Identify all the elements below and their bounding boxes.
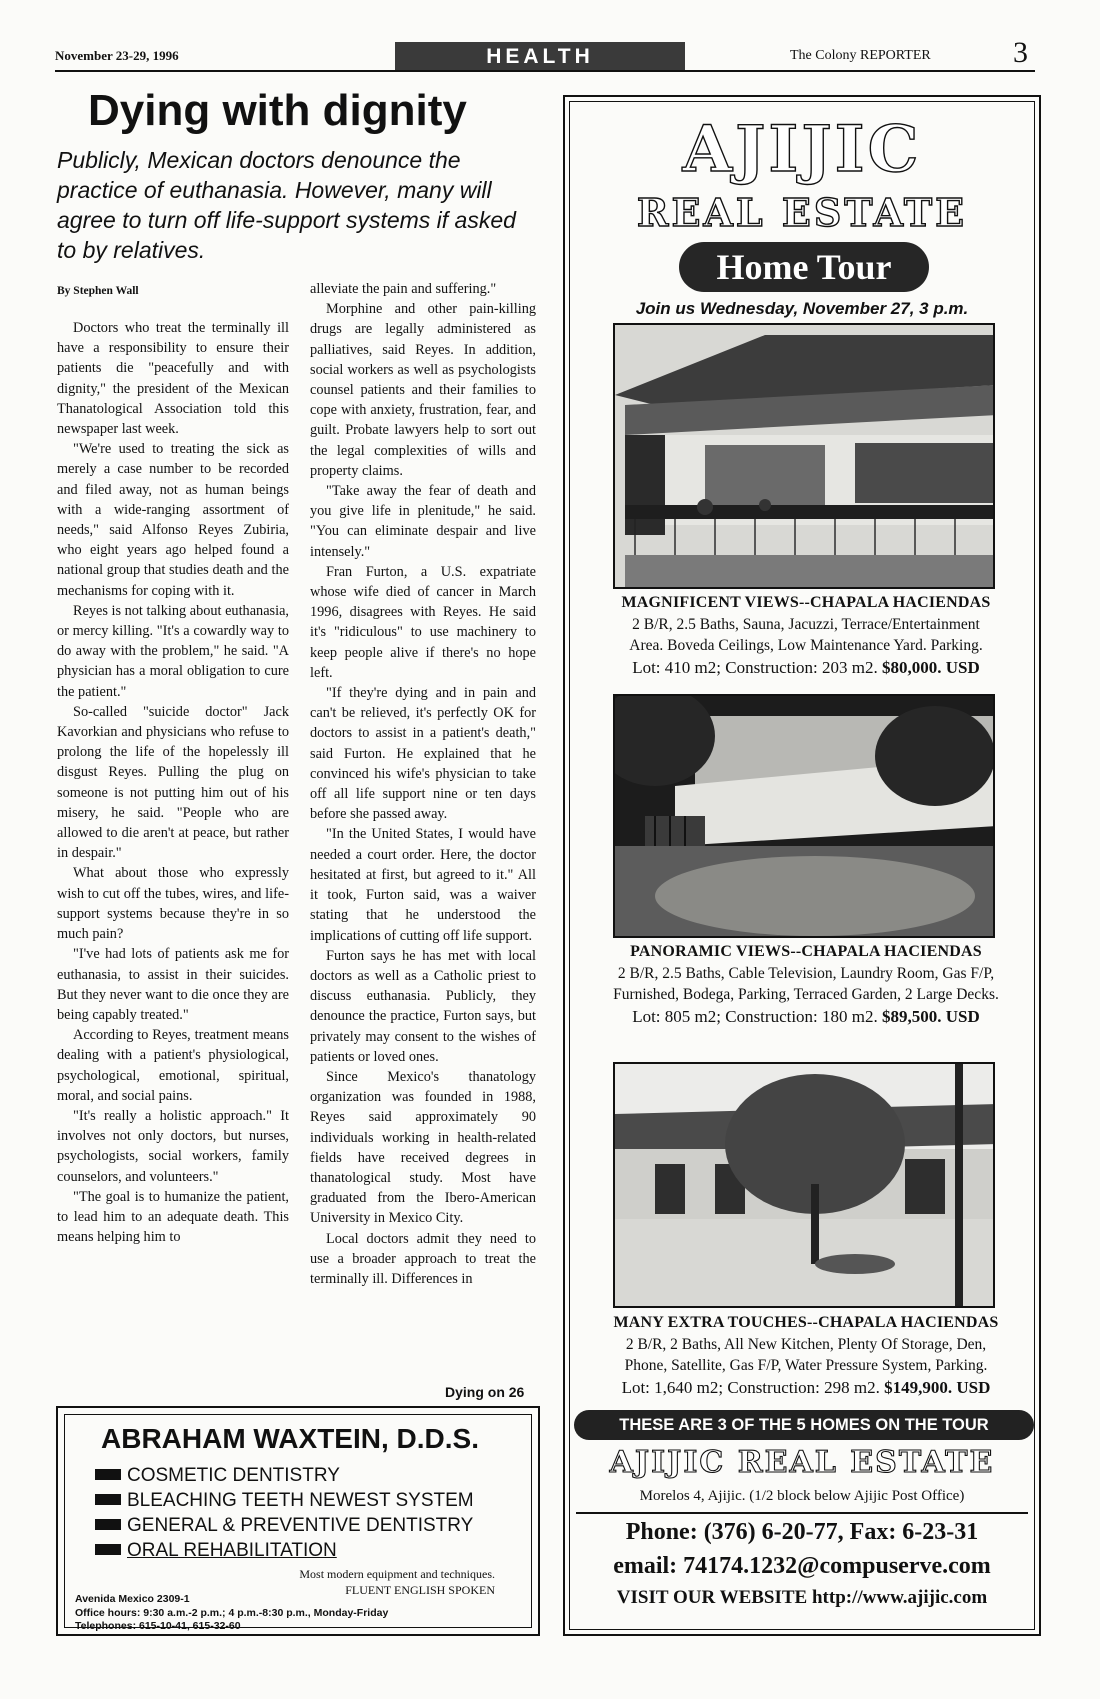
email-address: email: 74174.1232@compuserve.com — [613, 1553, 991, 1579]
service-item-label: ORAL REHABILITATION — [127, 1540, 337, 1561]
paragraph: Reyes is not talking about euthanasia, or mercy killing. "It's a cowardly way to do away with the problem," he said. "A physician has a moral obligation to cure the patient." — [57, 602, 289, 700]
dentist-address: Avenida Mexico 2309-1 — [75, 1593, 190, 1605]
contact-rule — [576, 1512, 1028, 1514]
ajijic-logo: AJIJIC — [682, 112, 922, 187]
paragraph: What about those who expressly wish to cut off the tubes, wires, and life-support systems because they're in so much pain? — [57, 865, 289, 943]
paragraph: "Take away the fear of death and you give life in plenitude," he said. "You can eliminate despair and live intensely." — [310, 483, 536, 560]
house-photo-2 — [613, 694, 995, 938]
paragraph: "I've had lots of patients ask me for euthanasia, to assist in their suicides. But they never want to die once they are being capably treated." — [57, 946, 289, 1023]
house-photo-3 — [613, 1062, 995, 1308]
website-link: VISIT OUR WEBSITE http://www.ajijic.com — [616, 1587, 988, 1608]
service-item — [95, 1538, 474, 1563]
listing-lot — [576, 1006, 1036, 1028]
paragraph: Morphine and other pain-killing drugs are legally administered as palliatives, said Reyes. In addition, social workers as well as psychologists counsel patients and their families to cope with anxiety, frustration, fear, and guilt. Probate lawyers help to sort out the legal complexities of wills and property claims. — [310, 301, 536, 479]
listing-lot-size: Lot: 805 m2; Construction: 180 m2. — [632, 1006, 878, 1026]
listing-lot — [576, 1377, 1036, 1399]
listing-lot — [576, 657, 1036, 679]
listing-title: MANY EXTRA TOUCHES--CHAPALA HACIENDAS — [613, 1314, 999, 1331]
dentist-note-equipment: Most modern equipment and techniques. — [299, 1567, 495, 1581]
dentist-name: ABRAHAM WAXTEIN, D.D.S. — [101, 1423, 479, 1454]
office-address: Morelos 4, Ajijic. (1/2 block below Ajijic Post Office) — [639, 1488, 965, 1504]
paragraph: According to Reyes, treatment means dealing with a patient's physiological, psychological, emotional, spiritual, moral, and social pains. — [57, 1027, 289, 1104]
paragraph: Doctors who treat the terminally ill have a responsibility to ensure their patients die "peacefully and with dignity," the president of the Mexican Thanatological Association told this newspaper last week. — [57, 320, 289, 438]
listing-title: PANORAMIC VIEWS--CHAPALA HACIENDAS — [630, 943, 982, 960]
listing-2 — [576, 941, 1036, 1027]
dentist-ad — [56, 1406, 540, 1636]
article-byline: By Stephen Wall — [57, 285, 139, 297]
listing-lot-size: Lot: 1,640 m2; Construction: 298 m2. — [621, 1377, 880, 1397]
paragraph: alleviate the pain and suffering." — [310, 281, 497, 297]
service-item: COSMETIC DENTISTRY — [95, 1463, 474, 1488]
article-column-1 — [57, 318, 289, 1247]
dentist-hours: Office hours: 9:30 a.m.-2 p.m.; 4 p.m.-8:30 p.m., Monday-Friday — [75, 1607, 389, 1619]
house-photo-2-image — [615, 696, 995, 938]
service-item: BLEACHING TEETH NEWEST SYSTEM — [95, 1488, 474, 1513]
real-estate-ad-inner-border — [569, 101, 1035, 1630]
header-rule — [55, 70, 1035, 72]
listing-title: MAGNIFICENT VIEWS--CHAPALA HACIENDAS — [621, 594, 991, 611]
listing-features: 2 B/R, 2 Baths, All New Kitchen, Plenty Of Storage, Den, — [625, 1335, 987, 1353]
house-photo-1-image — [615, 325, 995, 589]
paragraph: "If they're dying and in pain and can't be relieved, it's perfectly OK for doctors to assist in a patient's death," said Furton. He explained that he convinced his wife's physician to take off all life support nine or ten days before she passed away. — [310, 685, 536, 823]
dentist-note-english: FLUENT ENGLISH SPOKEN — [345, 1583, 495, 1597]
dentist-services — [95, 1463, 474, 1563]
listing-price: $89,500. USD — [882, 1006, 980, 1026]
page-number: 3 — [1013, 36, 1028, 69]
section-banner: HEALTH — [395, 42, 685, 72]
dentist-phones: Telephones: 615-10-41, 615-32-60 — [75, 1620, 241, 1632]
listing-3 — [576, 1312, 1036, 1398]
house-photo-3-image — [615, 1064, 995, 1308]
article-headline: Dying with dignity — [88, 86, 467, 135]
real-estate-logo: REAL ESTATE — [636, 190, 968, 235]
newspaper-name: The Colony REPORTER — [790, 48, 931, 63]
paragraph: Since Mexico's thanatology organization was founded in 1988, Reyes said approximately 90 individuals working in health-related fields have received degrees in thanatological study. Most have graduated from the Ibero-American University in Mexico City. — [310, 1068, 536, 1227]
listing-features: Area. Boveda Ceilings, Low Maintenance Yard. Parking. — [629, 637, 983, 654]
listing-price: $80,000. USD — [882, 657, 980, 677]
home-tour-banner: Home Tour — [679, 242, 929, 292]
dentist-ad-inner-border — [64, 1414, 532, 1632]
homes-on-tour-banner: THESE ARE 3 OF THE 5 HOMES ON THE TOUR — [574, 1410, 1034, 1440]
listing-features: 2 B/R, 2.5 Baths, Sauna, Jacuzzi, Terrace/Entertainment — [632, 615, 980, 633]
listing-lot-size: Lot: 410 m2; Construction: 203 m2. — [632, 657, 878, 677]
paragraph: Furton says he has met with local doctors as well as a Catholic priest to discuss euthanasia. Publicly, they denounce the practice, Furton says, but privately may consent to the wishes of patients or loved ones. — [310, 947, 536, 1065]
house-photo-1 — [613, 323, 995, 589]
article-deck: Publicly, Mexican doctors denounce the practice of euthanasia. However, many will agree to turn off life-support systems if asked to by relatives. — [57, 147, 516, 263]
phone-fax: Phone: (376) 6-20-77, Fax: 6-23-31 — [625, 1519, 979, 1545]
real-estate-ad — [563, 95, 1041, 1636]
paragraph: "We're used to treating the sick as merely a case number to be recorded and filed away, not as human beings with a wide-ranging assortment of needs," said Alfonso Reyes Zubiria, who eight years ago helped found a national group that studies death and the mechanisms for coping with it. — [57, 441, 289, 599]
listing-features: Phone, Satellite, Gas F/P, Water Pressure System, Parking. — [624, 1357, 988, 1374]
listing-features: 2 B/R, 2.5 Baths, Cable Television, Laundry Room, Gas F/P, — [617, 964, 995, 982]
listing-features: Furnished, Bodega, Parking, Terraced Garden, 2 Large Decks. — [613, 986, 999, 1003]
paragraph: "In the United States, I would have needed a court order. Here, the doctor hesitated at first, but agreed to it." All it took, Furton said, was a waiver stating that he understood the implications of cutting off life support. — [310, 826, 536, 944]
paragraph: "The goal is to humanize the patient, to lead him to an adequate death. This means helping him to — [57, 1188, 289, 1246]
tour-date-line: Join us Wednesday, November 27, 3 p.m. — [635, 299, 969, 318]
service-item: GENERAL & PREVENTIVE DENTISTRY — [95, 1513, 474, 1538]
footer-logo: AJIJIC REAL ESTATE — [609, 1445, 995, 1480]
paragraph: "It's really a holistic approach." It involves not only doctors, but nurses, psychologists, social workers, family counselors, and volunteers." — [57, 1107, 289, 1185]
listing-price: $149,900. USD — [884, 1377, 991, 1397]
paragraph: Local doctors admit they need to use a broader approach to treat the terminally ill. Differences in — [310, 1230, 536, 1287]
article-column-2 — [310, 279, 536, 1289]
continued-on-jump: Dying on 26 — [445, 1384, 525, 1400]
paragraph: So-called "suicide doctor" Jack Kavorkian and physicians who refuse to prolong the life of the hopelessly ill disgust Reyes. Pulling the plug on someone is not putting him out of his misery, he said. "People who are allowed to die aren't at peace, but rather in despair." — [57, 703, 289, 862]
listing-1 — [576, 592, 1036, 678]
issue-date: November 23-29, 1996 — [55, 48, 179, 63]
paragraph: Fran Furton, a U.S. expatriate whose wife died of cancer in March 1996, disagrees with Reyes. He said it's "ridiculous" to use machinery to keep people alive if there's no hope left. — [310, 563, 536, 681]
